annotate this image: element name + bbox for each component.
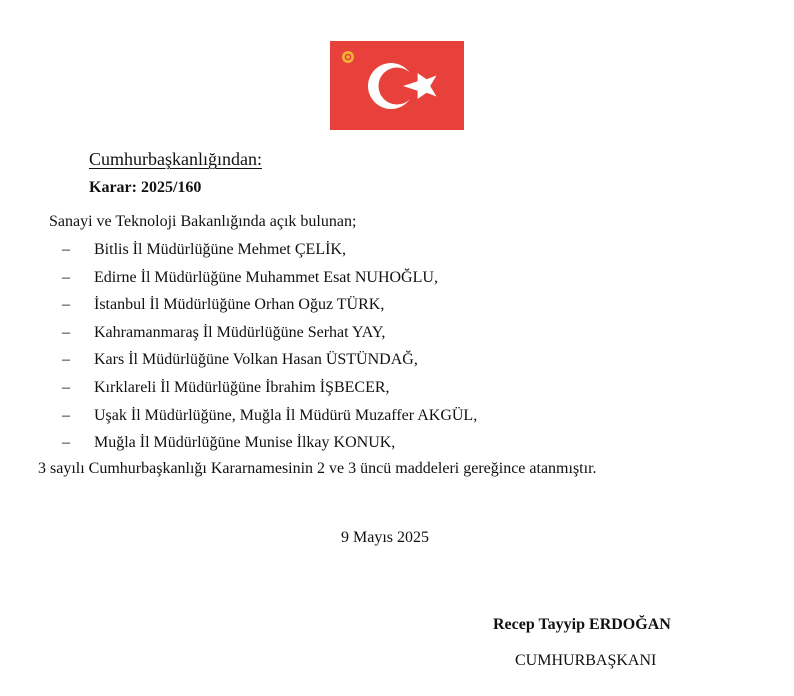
list-item [62, 240, 477, 268]
appointment-text: Muğla İl Müdürlüğüne Munise İlkay KONUK, [94, 434, 396, 452]
appointment-text: Kırklareli İl Müdürlüğüne İbrahim İŞBECER, [94, 378, 390, 396]
list-dash: – [62, 434, 70, 452]
appointment-text: Edirne İl Müdürlüğüne Muhammet Esat NUHOĞLU, [94, 268, 438, 286]
list-item [62, 295, 477, 323]
presidential-seal-icon [342, 51, 354, 63]
list-dash: – [62, 406, 70, 424]
list-item [62, 433, 477, 461]
appointment-text: İstanbul İl Müdürlüğüne Orhan Oğuz TÜRK, [94, 296, 385, 314]
decision-number: Karar: 2025/160 [89, 179, 202, 196]
signer-title: CUMHURBAŞKANI [515, 652, 657, 669]
appointment-text: Bitlis İl Müdürlüğüne Mehmet ÇELİK, [94, 241, 346, 258]
list-item [62, 323, 477, 351]
list-dash: – [62, 296, 70, 314]
list-dash: – [62, 241, 70, 258]
list-item [62, 378, 477, 406]
list-dash: – [62, 351, 70, 369]
appointment-text: Uşak İl Müdürlüğüne, Muğla İl Müdürü Muzaffer AKGÜL, [94, 406, 478, 424]
issuer-heading: Cumhurbaşkanlığından: [89, 149, 262, 169]
appointments-list [62, 240, 477, 461]
turkish-flag-emblem [330, 41, 464, 130]
signer-name: Recep Tayyip ERDOĞAN [493, 616, 671, 633]
appointment-text: Kahramanmaraş İl Müdürlüğüne Serhat YAY, [94, 323, 386, 341]
list-item [62, 350, 477, 378]
list-item [62, 406, 477, 434]
appointment-text: Kars İl Müdürlüğüne Volkan Hasan ÜSTÜNDAĞ, [94, 351, 418, 369]
closing-paragraph: 3 sayılı Cumhurbaşkanlığı Kararnamesinin 2 ve 3 üncü maddeleri gereğince atanmıştır. [38, 460, 597, 477]
list-dash: – [62, 268, 70, 286]
intro-paragraph: Sanayi ve Teknoloji Bakanlığında açık bulunan; [49, 213, 357, 230]
list-dash: – [62, 323, 70, 341]
decision-date: 9 Mayıs 2025 [341, 529, 429, 546]
list-dash: – [62, 378, 70, 396]
list-item [62, 268, 477, 296]
